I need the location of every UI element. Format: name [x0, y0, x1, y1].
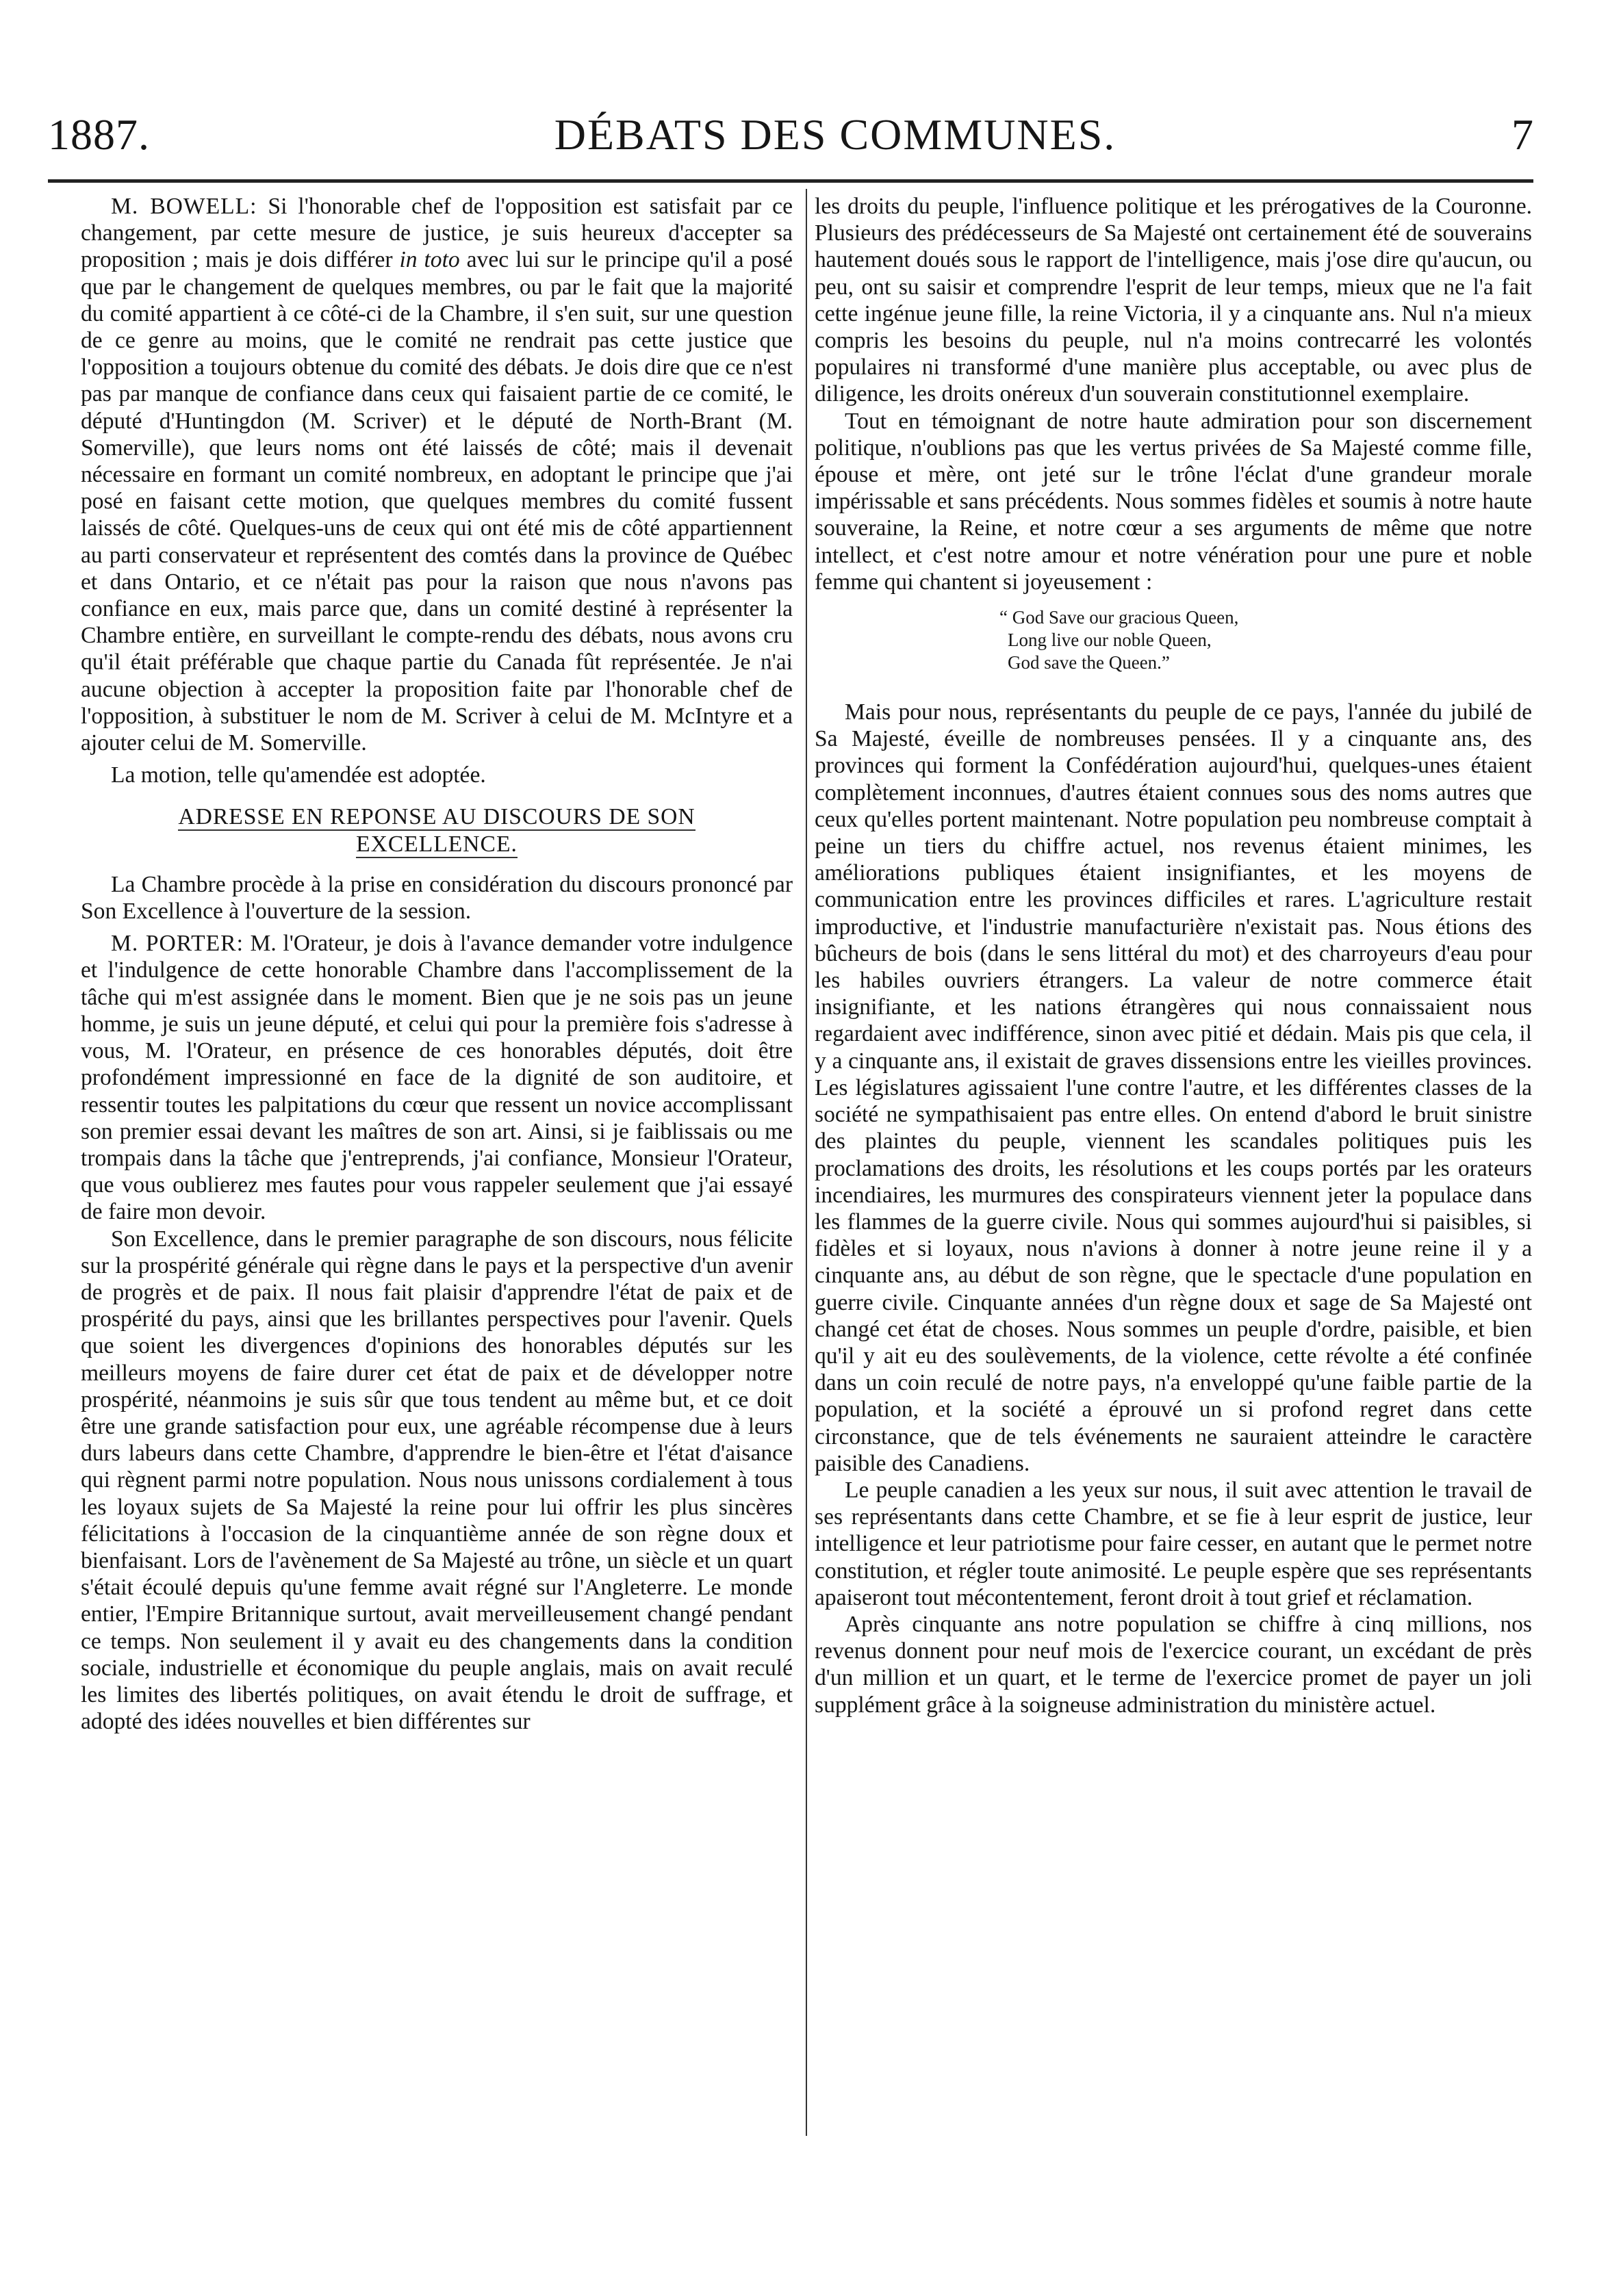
speaker-bowell: M. BOWELL:	[111, 194, 257, 219]
chambre-paragraph: La Chambre procède à la prise en considération du discours prononcé par Son Excellence à l'ouverture de la session.	[81, 871, 793, 925]
admiration-paragraph: Tout en témoignant de notre haute admiration pour son discernement politique, n'oublions pas que les vertus privées de Sa Majesté comme fille, épouse et mère, ont jeté sur le trône l'éclat d'une grandeur morale impérissable et sans précédents. Nous sommes fidèles et soumis à notre haute souveraine, la Reine, et notre cœur a ses arguments de même que notre intellect, et c'est notre amour et notre vénération pour une pure et noble femme qui chantent si joyeusement :	[815, 408, 1532, 595]
excellence-paragraph: Son Excellence, dans le premier paragraphe de son discours, nous félicite sur la prospérité générale qui règne dans le pays et la perspective d'un avenir de progrès et de paix. Il nous fait plaisir d'apprendre l'état de paix et de prospérité du pays, ainsi que les brillantes perspectives pour l'avenir. Quels que soient les divergences d'opinions des honorables députés sur les meilleurs moyens de faire durer cet état de paix et de développer notre prospérité, néanmoins je suis sûr que tous tendent au même but, et ce doit être une grande satisfaction pour eux, une agréable récompense due à leurs durs labeurs dans cette Chambre, d'apprendre le bien-être et l'état d'aisance qui règnent parmi notre population. Nous nous unissons cordialement à tous les loyaux sujets de Sa Majesté la reine pour lui offrir les plus sincères félicitations à l'occasion de la cinquantième année de son règne doux et bienfaisant. Lors de l'avènement de Sa Majesté au trône, un siècle et un quart s'était écoulé depuis qu'une femme avait régné sur l'Angleterre. Le monde entier, l'Empire Britannique surtout, avait merveilleusement changé pendant ce temps. Non seulement il y avait eu des changements dans la condition sociale, industrielle et économique du peuple anglais, mais on avait reculé les limites des libertés politiques, on avait étendu le droit de suffrage, et adopté des idées nouvelles et bien différentes sur	[81, 1226, 793, 1735]
header-rule	[48, 179, 1533, 183]
anthem-quote	[999, 606, 1532, 674]
bowell-text-2: avec lui sur le principe qu'il a posé que par le changement de quelques membres, ou par le fait que la majorité du comité appartient à ce côté-ci de la Chambre, il s'en suit, sur une question de ce genre au moins, que le comité ne rendrait pas cette justice que l'opposition a toujours obtenue du comité des débats. Je dois dire que ce n'est pas par manque de confiance dans ceux qui faisaient partie de ce comité, le député d'Huntingdon (M. Scriver) et le député de North-Brant (M. Somerville), que leurs noms ont été laissés de côté; mais il devenait nécessaire en formant un comité nombreux, en adoptant le principe que j'ai posé en faisant cette motion, que quelques membres du comité fussent laissés de côté. Quelques-uns de ceux qui ont été mis de côté appartiennent au parti conservateur et représentent des comtés dans la province de Québec et dans Ontario, et ce n'était pas pour la raison que nous n'avons pas confiance en eux, mais parce que, dans un comité destiné à représenter la Chambre entière, en surveillant le compte-rendu des débats, nous avons cru qu'il était préférable que chaque partie du Canada fût représentée. Je n'ai aucune objection à accepter la proposition faite par l'honorable chef de l'opposition, à substituer le nom de M. Scriver à celui de M. McIntyre et a ajouter celui de M. Somerville.	[81, 247, 793, 756]
page-header	[48, 109, 1533, 171]
speaker-porter: M. PORTER:	[111, 931, 244, 957]
page-year: 1887.	[48, 110, 150, 159]
porter-paragraph	[81, 930, 793, 1225]
jubile-paragraph: Mais pour nous, représentants du peuple de ce pays, l'année du jubilé de Sa Majesté, éveille de nombreuses pensées. Il y a cinquante ans, des provinces qui forment la Confédération aujourd'hui, quelques-unes étaient complètement inconnues, d'autres étaient connues sous des noms autres que ceux qu'elles portent maintenant. Notre population peu nombreuse comptait à peine un tiers du chiffre actuel, nos revenus étaient minimes, les améliorations publiques étaient insignifiantes, et les moyens de communication entre les provinces difficiles et rares. L'agriculture restait improductive, et l'industrie manufacturière n'existait pas. Nous étions des bûcheurs de bois (dans le sens littéral du mot) et des charroyeurs d'eau pour les habiles ouvriers étrangers. La valeur de notre commerce était insignifiante, et les nations étrangères qui nous connaissaient nous regardaient avec indifférence, sinon avec pitié et dédain. Mais pis que cela, il y a cinquante ans, il existait de graves dissensions entre les vieilles provinces. Les législatures agissaient l'une contre l'autre, et les différentes classes de la société ne sympathisaient pas entre elles. On entend d'abord le bruit sinistre des plaintes du peuple, viennent les scandales politiques puis les proclamations des droits, les résolutions et les coups portés par les orateurs incendiaires, les murmures des conspirateurs viennent jeter la populace dans les flammes de la guerre civile. Nous qui sommes aujourd'hui si paisibles, si fidèles et si loyaux, nous n'avions à donner à notre jeune reine il y a cinquante ans, au début de son règne, que le spectacle d'une population en guerre civile. Cinquante années d'un règne doux et sage de Sa Majesté ont changé cet état de choses. Nous sommes un peuple d'ordre, paisible, et bien qu'il y ait eu des soulèvements, de la violence, cette révolte a été confinée dans un coin reculé de notre pays, n'a enveloppé qu'une faible partie de la population, et la société a éprouvé un si profond regret dans cette circonstance, que de tels événements ne sauraient atteindre le caractère paisible des Canadiens.	[815, 699, 1532, 1476]
section-heading	[101, 803, 772, 857]
motion-paragraph: La motion, telle qu'amendée est adoptée.	[111, 762, 486, 788]
left-column	[81, 193, 793, 1735]
population-paragraph: Après cinquante ans notre population se chiffre à cinq millions, nos revenus donnent pour neuf mois de l'exercice courant, un excédant de près d'un million et un quart, et le terme de l'exercice promet de payer un joli supplément grâce à la soigneuse administration du ministère actuel.	[815, 1611, 1532, 1718]
porter-text: M. l'Orateur, je dois à l'avance demander votre indulgence et l'indulgence de cette honorable Chambre dans l'accomplissement de la tâche qui m'est assignée dans le moment. Bien que je ne sois pas un jeune homme, je suis un jeune député, et celui qui pour la première fois s'adresse à vous, M. l'Orateur, en présence de ces honorables députés, doit être profondément impressionné en face de la dignité de son auditoire, et ressentir toutes les palpitations du cœur que ressent un novice accomplissant son premier essai devant les maîtres de son art. Ainsi, si je faiblissais ou me trompais dans la tâche que j'entreprends, j'ai confiance, Monsieur l'Orateur, que vous oublierez mes fautes pour vous rappeler seulement que j'ai essayé de faire mon devoir.	[81, 931, 793, 1225]
right-column	[815, 193, 1532, 1718]
column-divider	[806, 189, 807, 2136]
section-heading-line-1: ADRESSE EN REPONSE AU DISCOURS DE SON	[178, 804, 695, 830]
page-number: 7	[1511, 110, 1533, 159]
quote-line: God save the Queen.”	[1008, 652, 1170, 673]
bowell-paragraph	[81, 193, 793, 756]
peuple-paragraph: Le peuple canadien a les yeux sur nous, il suit avec attention le travail de ses représentants dans cette Chambre, et se fie à leur esprit de justice, leur intelligence et leur patriotisme pour faire cesser, en autant que le permet notre constitution, et régler toute animosité. Le peuple espère que ses représentants apaiseront tout mécontentement, feront droit à tout grief et réclamation.	[815, 1477, 1532, 1610]
page-title: DÉBATS DES COMMUNES.	[554, 110, 1116, 159]
bowell-italic: in toto	[399, 247, 460, 273]
continuation-paragraph: les droits du peuple, l'influence politique et les prérogatives de la Couronne. Plusieurs des prédécesseurs de Sa Majesté ont certainement été de souverains hautement doués sous le rapport de l'intelligence, mais j'ose dire qu'aucun, ou peu, ont su saisir et comprendre l'esprit de leur temps, mieux que ne l'a fait cette ingénue jeune fille, la reine Victoria, il y a cinquante ans. Nul n'a mieux compris les besoins du peuple, nul n'a moins contrecarré les volontés populaires ni transformé d'une manière plus acceptable, ou avec plus de diligence, les droits onéreux d'un souverain constitutionnel exemplaire.	[815, 194, 1532, 407]
quote-line: Long live our noble Queen,	[1008, 630, 1212, 651]
section-heading-line-2: EXCELLENCE.	[356, 831, 518, 857]
quote-line: “ God Save our gracious Queen,	[999, 607, 1239, 628]
bowell-text-1: Si l'honorable chef de l'opposition est satisfait par ce changement, par cette mesure de justice, je suis heureux d'accepter sa proposition ; mais je dois différer	[81, 194, 793, 273]
